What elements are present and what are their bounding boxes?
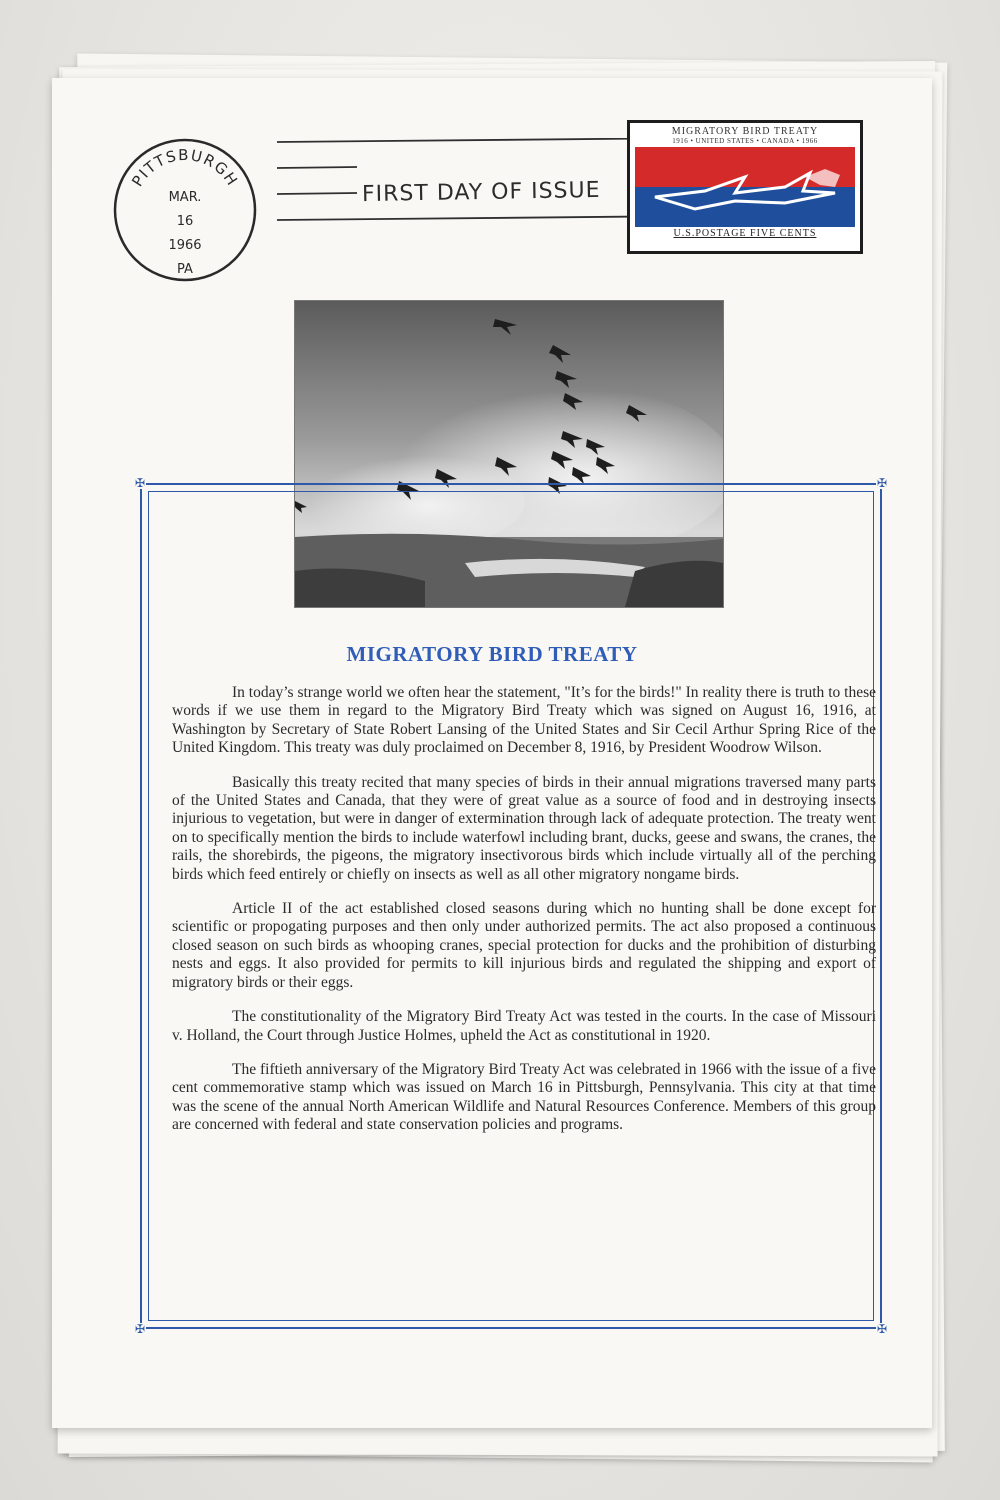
article-paragraph: Basically this treaty recited that many species of birds in their annual migrations traversed many parts of the United States and Canada, that they were of great value as a source of food and in destroying insects injurious to vegetation, but were in danger of extermination through lack of adequate protection. The treaty went on to specifically mention the birds to include waterfowl including brant, ducks, geese and swans, the cranes, the rails, the shorebirds, the pigeons, the migratory insectivorous birds which include virtually all of the perching birds which feed entirely or chiefly on insects as well as all other migratory nongame birds.: [172, 773, 876, 883]
postmark: [110, 135, 260, 285]
corner-ornament: ✠: [134, 1322, 146, 1336]
first-day-of-issue-cancel: FIRST DAY OF ISSUE: [361, 177, 601, 208]
postmark-month: MAR.: [168, 190, 202, 205]
first-day-cover-page: [52, 78, 932, 1428]
stamp-subtitle: 1916 • UNITED STATES • CANADA • 1966: [672, 137, 818, 145]
stamp-denomination: U.S.POSTAGE FIVE CENTS: [673, 228, 817, 239]
article-paragraph: The constitutionality of the Migratory Bird Treaty Act was tested in the courts. In the case of Missouri v. Holland, the Court through Justice Holmes, upheld the Act as constitutional in 1920.: [172, 1008, 876, 1044]
postmark-city: PITTSBURGH: [128, 145, 242, 190]
article-body: [172, 684, 876, 1151]
postmark-state: PA: [177, 262, 193, 277]
stamp-artwork: [635, 147, 855, 227]
postmark-year: 1966: [168, 238, 202, 253]
article-paragraph: The fiftieth anniversary of the Migratory Bird Treaty Act was celebrated in 1966 with the issue of a five cent commemorative stamp which was issued on March 16 in Pittsburgh, Pennsylvania. This city at that time was the scene of the annual North American Wildlife and Natural Resources Conference. Members of this group are concerned with federal and state conservation policies and programs.: [172, 1060, 876, 1134]
postage-stamp: [627, 120, 863, 254]
postmark-day: 16: [176, 214, 194, 229]
corner-ornament: ✠: [134, 476, 146, 490]
stamp-title: MIGRATORY BIRD TREATY: [671, 126, 819, 137]
article-paragraph: Article II of the act established closed seasons during which no hunting shall be done except for scientific or propogating purposes and then only under authorized permits. The act also proposed a continuous closed season on such birds as whooping cranes, special protection for ducks and the prohibition of disturbing nests and eggs. It also provided for permits to kill injurious birds and regulated the shipping and export of migratory birds or their eggs.: [172, 900, 876, 991]
article-paragraph: In today’s strange world we often hear the statement, "It’s for the birds!" In reality there is truth to these words if we use them in regard to the Migratory Bird Treaty which was signed on August 16, 1916, at Washington by Secretary of State Robert Lansing of the United States and Sir Cecil Arthur Spring Rice of the United Kingdom. This treaty was duly proclaimed on December 8, 1916, by President Woodrow Wilson.: [172, 684, 876, 757]
corner-ornament: ✠: [876, 1322, 888, 1336]
corner-ornament: ✠: [876, 476, 888, 490]
article-title: MIGRATORY BIRD TREATY: [346, 642, 638, 666]
